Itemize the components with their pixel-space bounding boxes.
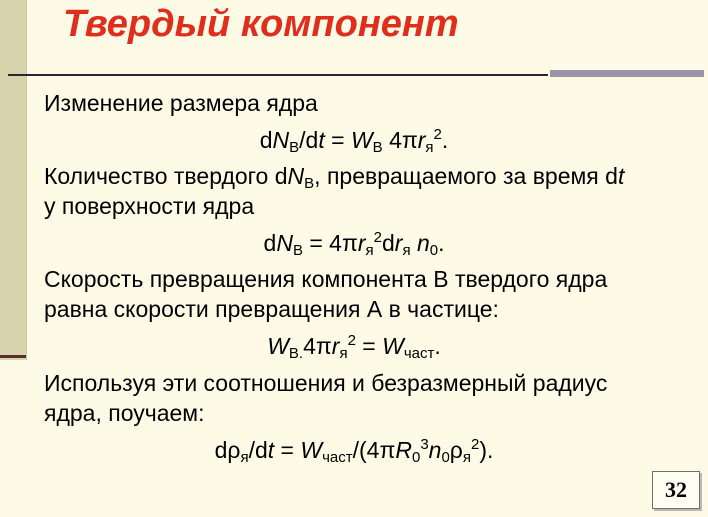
formula-3 [0,333,708,360]
formula-2 [0,230,708,257]
formula-4 [0,437,708,464]
paragraph-amount-d: , превращаемого за время d [314,163,618,189]
paragraph-size-change: Изменение размера ядра [44,90,318,116]
paragraph-using-line2: ядра, поучаем: [44,400,205,426]
slide-title: Твердый компонент [63,3,459,45]
formula-4-text: $d\rho_я/dt = W_{част}/(4\pi R_0^3n_0\rho_я^2)$. [214,436,494,466]
paragraph-amount-e: t [617,163,625,189]
paragraph-using-line1: Используя эти соотношения и безразмерный радиус [44,370,608,396]
paragraph-rate-line2: равна скорости превращения А в частице: [44,296,499,322]
paragraph-rate-line1: Скорость превращения компонента В твердого ядра [44,266,608,292]
paragraph-amount-line2: у поверхности ядра [44,193,255,219]
formula-1 [0,127,708,154]
paragraph-amount-line1 [44,163,624,190]
formula-2-text: $dN_B = 4\pi r_я^2dr_я$ $n_0$. [263,229,445,259]
page-number-badge: 32 [652,471,700,509]
formula-1-text: $dN_B/dt = W_B$ $4\pi r_я^2$. [259,126,449,156]
formula-3-text: $W_{B.}4\pi r_я^2 = W_{част}$. [267,332,441,362]
paragraph-amount-a: Количество твердого d [44,163,288,189]
paragraph-amount-c: В [304,175,315,192]
paragraph-amount-b: N [287,163,305,189]
